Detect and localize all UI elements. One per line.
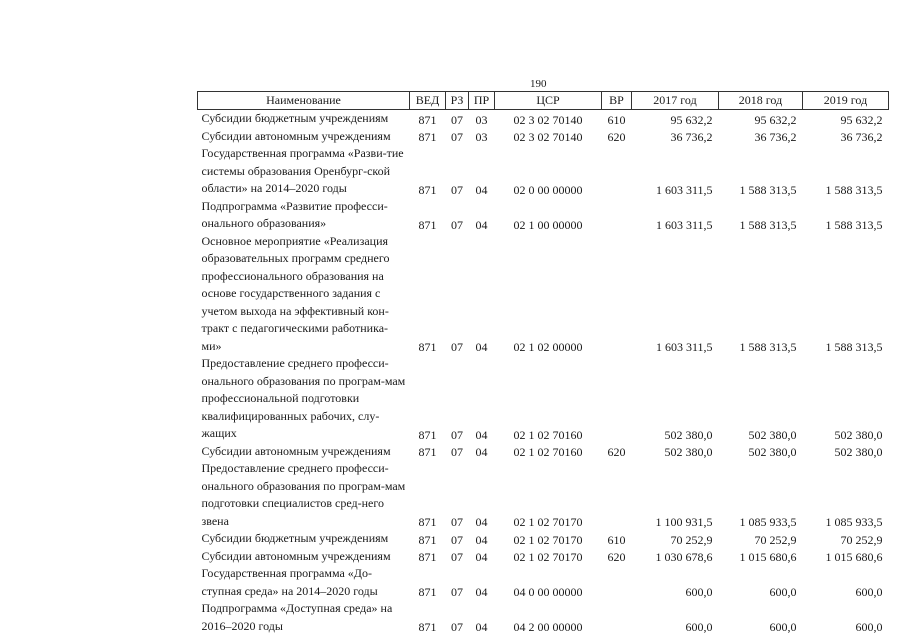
cell-rz: 07 xyxy=(451,515,463,529)
cell-rz: 07 xyxy=(451,182,463,197)
page-number: 190 xyxy=(530,78,547,90)
header-2019: 2019 год xyxy=(803,92,889,110)
cell-name: Субсидии бюджетным учреждениям xyxy=(201,531,389,545)
cell-csr: 02 1 02 70170 xyxy=(513,515,583,529)
cell-ved: 871 xyxy=(418,427,437,442)
cell-rz: 07 xyxy=(451,532,463,547)
cell-y2018: 600,0 xyxy=(769,620,797,634)
cell-y2018: 1 588 313,5 xyxy=(739,340,797,354)
cell-ved: 871 xyxy=(418,585,437,599)
cell-rz: 07 xyxy=(451,130,463,144)
cell-vr xyxy=(602,145,632,198)
cell-vr: 620 xyxy=(607,550,626,564)
cell-y2018: 502 380,0 xyxy=(748,427,797,442)
cell-ved: 871 xyxy=(418,445,437,459)
table-row xyxy=(198,548,889,566)
cell-csr: 02 1 02 70170 xyxy=(513,550,583,564)
cell-y2019: 95 632,2 xyxy=(840,112,883,127)
cell-pr: 04 xyxy=(475,182,488,197)
cell-vr: 620 xyxy=(607,130,626,144)
cell-y2018: 1 015 680,6 xyxy=(739,550,797,564)
cell-rz: 07 xyxy=(451,340,463,354)
header-2017: 2017 год xyxy=(632,92,719,110)
cell-pr: 04 xyxy=(475,340,488,354)
cell-y2017: 1 603 311,5 xyxy=(655,217,713,232)
cell-csr: 02 1 02 70160 xyxy=(513,445,583,459)
cell-name: Основное мероприятие «Реализация образовательных программ среднего профессионального образования на основе государственного задания с учетом выхода на эффективный кон-тракт с педагогическими работника-ми» xyxy=(201,233,390,353)
cell-ved: 871 xyxy=(418,340,437,354)
cell-name: Предоставление среднего професси-онального образования по програм-мам подготовки специалистов сред-него звена xyxy=(201,461,406,528)
cell-y2019: 1 588 313,5 xyxy=(825,340,883,354)
cell-vr xyxy=(602,233,632,356)
cell-ved: 871 xyxy=(418,550,437,564)
header-vr: ВР xyxy=(602,92,632,110)
cell-pr: 03 xyxy=(475,112,488,127)
cell-vr xyxy=(602,600,632,635)
cell-csr: 02 3 02 70140 xyxy=(513,130,583,144)
cell-pr: 04 xyxy=(475,620,488,634)
cell-name: Субсидии бюджетным учреждениям xyxy=(201,111,389,125)
cell-rz: 07 xyxy=(451,550,463,564)
cell-rz: 07 xyxy=(451,427,463,442)
cell-y2018: 95 632,2 xyxy=(754,112,797,127)
header-ved: ВЕД xyxy=(410,92,446,110)
header-2018: 2018 год xyxy=(719,92,803,110)
cell-y2018: 600,0 xyxy=(769,585,797,599)
cell-vr xyxy=(602,355,632,443)
cell-y2018: 36 736,2 xyxy=(754,130,797,144)
cell-y2017: 1 603 311,5 xyxy=(655,182,713,197)
cell-name: Государственная программа «Разви-тие системы образования Оренбург-ской области» на 2014–2020 годы xyxy=(201,146,404,195)
cell-rz: 07 xyxy=(451,217,463,232)
table-row xyxy=(198,128,889,146)
cell-name: Субсидии автономным учреждениям xyxy=(201,128,391,143)
cell-y2018: 1 588 313,5 xyxy=(739,217,797,232)
cell-y2019: 1 588 313,5 xyxy=(825,182,883,197)
cell-vr: 610 xyxy=(607,532,626,547)
cell-vr: 620 xyxy=(607,445,626,459)
cell-y2017: 1 603 311,5 xyxy=(655,340,713,354)
cell-name: Предоставление среднего професси-онального образования по програм-мам профессиональной подготовки квалифицированных рабочих, слу-жащих xyxy=(201,356,406,440)
table-row xyxy=(198,460,889,530)
table-row xyxy=(198,233,889,356)
cell-y2019: 1 588 313,5 xyxy=(825,217,883,232)
cell-y2017: 70 252,9 xyxy=(670,532,713,547)
cell-y2019: 70 252,9 xyxy=(840,532,883,547)
cell-pr: 04 xyxy=(475,217,488,232)
cell-y2017: 1 100 931,5 xyxy=(655,515,713,529)
cell-y2018: 502 380,0 xyxy=(748,445,797,459)
cell-y2019: 36 736,2 xyxy=(840,130,883,144)
cell-rz: 07 xyxy=(451,112,463,127)
cell-name: Государственная программа «До-ступная среда» на 2014–2020 годы xyxy=(201,566,378,598)
table-row xyxy=(198,145,889,198)
cell-y2019: 600,0 xyxy=(855,585,883,599)
cell-rz: 07 xyxy=(451,445,463,459)
budget-table xyxy=(197,91,889,635)
cell-ved: 871 xyxy=(418,532,437,547)
cell-name: Подпрограмма «Доступная среда» на 2016–2020 годы xyxy=(201,601,393,633)
header-rz: РЗ xyxy=(446,92,469,110)
cell-ved: 871 xyxy=(418,130,437,144)
cell-name: Подпрограмма «Развитие професси-онального образования» xyxy=(201,198,388,230)
cell-name: Субсидии автономным учреждениям xyxy=(201,548,391,563)
cell-y2019: 1 085 933,5 xyxy=(825,515,883,529)
cell-y2018: 1 085 933,5 xyxy=(739,515,797,529)
table-row xyxy=(198,110,889,128)
cell-csr: 02 1 02 70170 xyxy=(513,532,583,547)
cell-csr: 04 2 00 00000 xyxy=(513,620,583,634)
table-row xyxy=(198,530,889,548)
cell-y2017: 95 632,2 xyxy=(670,112,713,127)
cell-csr: 02 1 02 70160 xyxy=(513,427,583,442)
cell-rz: 07 xyxy=(451,585,463,599)
cell-csr: 02 3 02 70140 xyxy=(513,112,583,127)
cell-vr xyxy=(602,565,632,600)
table-row xyxy=(198,600,889,635)
cell-vr xyxy=(602,198,632,233)
cell-y2017: 1 030 678,6 xyxy=(655,550,713,564)
table-row xyxy=(198,198,889,233)
cell-pr: 04 xyxy=(475,532,488,547)
cell-csr: 04 0 00 00000 xyxy=(513,585,583,599)
cell-ved: 871 xyxy=(418,112,437,127)
header-csr: ЦСР xyxy=(495,92,602,110)
cell-y2017: 36 736,2 xyxy=(670,130,713,144)
table-row xyxy=(198,443,889,461)
cell-pr: 04 xyxy=(475,515,488,529)
cell-y2018: 1 588 313,5 xyxy=(739,182,797,197)
cell-y2019: 502 380,0 xyxy=(834,427,883,442)
cell-rz: 07 xyxy=(451,620,463,634)
cell-csr: 02 1 00 00000 xyxy=(513,217,583,232)
header-pr: ПР xyxy=(469,92,495,110)
cell-pr: 04 xyxy=(475,445,488,459)
cell-y2017: 502 380,0 xyxy=(664,427,713,442)
cell-pr: 04 xyxy=(475,427,488,442)
cell-csr: 02 1 02 00000 xyxy=(513,340,583,354)
cell-pr: 04 xyxy=(475,550,488,564)
cell-csr: 02 0 00 00000 xyxy=(513,182,583,197)
cell-pr: 04 xyxy=(475,585,488,599)
cell-y2019: 1 015 680,6 xyxy=(825,550,883,564)
cell-y2017: 502 380,0 xyxy=(664,445,713,459)
cell-y2018: 70 252,9 xyxy=(754,532,797,547)
cell-ved: 871 xyxy=(418,515,437,529)
table-row xyxy=(198,355,889,443)
table-row xyxy=(198,565,889,600)
table-header-row xyxy=(198,92,889,110)
cell-y2019: 502 380,0 xyxy=(834,445,883,459)
cell-ved: 871 xyxy=(418,620,437,634)
cell-y2017: 600,0 xyxy=(685,620,713,634)
cell-y2017: 600,0 xyxy=(685,585,713,599)
cell-ved: 871 xyxy=(418,217,437,232)
cell-ved: 871 xyxy=(418,182,437,197)
cell-y2019: 600,0 xyxy=(855,620,883,634)
cell-pr: 03 xyxy=(475,130,488,144)
cell-vr: 610 xyxy=(607,112,626,127)
header-name: Наименование xyxy=(198,92,410,110)
cell-name: Субсидии автономным учреждениям xyxy=(201,443,391,458)
cell-vr xyxy=(602,460,632,530)
